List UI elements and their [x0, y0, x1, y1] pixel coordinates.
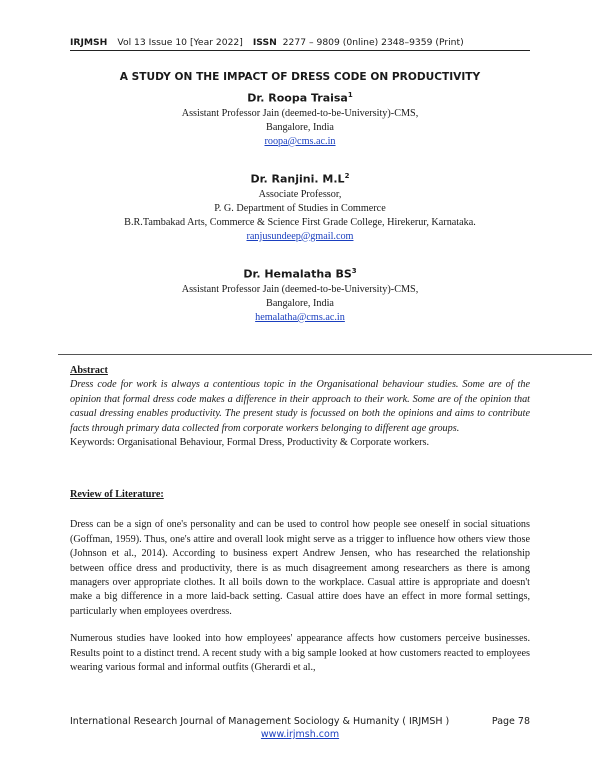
review-paragraph-1: Dress can be a sign of one's personality and can be used to control how people see oneself in social situations (Goffman, 1959). Thus, one's attire and overall look might serve as a trigger to influence how others view those (Johnson et al., 2014). According to business expert Andrew Jensen, who has researched the relationship between office dress and productivity, there is as much disagreement among researchers as there is among managers over appropriate clothes. It all boils down to the workplace. Casual attire is appropriate and doesn't make a big difference in a more laid-back setting. Casual attire does have an effect in more formal settings, particularly when employees overdress. — [70, 519, 530, 617]
issn-numbers: 2277 – 9809 (0nline) 2348–9359 (Print) — [282, 37, 464, 48]
header-rule — [70, 50, 530, 51]
author-college-2: B.R.Tambakad Arts, Commerce & Science First Grade College, Hirekerur, Karnataka. — [124, 216, 476, 228]
review-paragraph-2: Numerous studies have looked into how employees' appearance affects how customers perceive businesses. Results point to a distinct trend. A recent study with a big sample looked at how customers reacted to employees wearing various formal and informal outfits (Gherardi et al., — [70, 633, 530, 674]
author-email-link-3[interactable]: hemalatha@cms.ac.in — [255, 311, 345, 323]
section-divider — [58, 354, 592, 355]
author-name-2: Dr. Ranjini. $M.L^2$ — [250, 172, 350, 186]
page-number: Page 78 — [491, 716, 530, 727]
author-affiliation-1: Assistant Professor Jain (deemed-to-be-University)-CMS, — [181, 107, 419, 119]
author-block-1 — [0, 87, 600, 149]
author-email-link-1[interactable]: roopa@cms.ac.in — [264, 135, 336, 147]
author-affiliation-3: Assistant Professor Jain (deemed-to-be-University)-CMS, — [181, 283, 419, 295]
author-email-link-2[interactable]: ranjusundeep@gmail.com — [246, 230, 354, 242]
journal-abbr: IRJMSH — [70, 37, 108, 48]
volume-info: Vol 13 Issue 10 [Year 2022] — [117, 37, 243, 48]
author-location-1: Bangalore, India — [266, 121, 334, 133]
author-block-3 — [0, 263, 600, 325]
running-header — [70, 37, 540, 48]
review-section — [70, 488, 530, 675]
author-department-2: P. G. Department of Studies in Commerce — [214, 202, 386, 214]
abstract-section — [70, 364, 530, 450]
author-name-1: Dr. Roopa Traisa$^1$ — [247, 91, 353, 105]
footer-url-link[interactable]: www.irjmsh.com — [260, 729, 340, 740]
author-position-2: Associate Professor, — [258, 188, 342, 200]
review-heading: Review of Literature: — [70, 489, 164, 500]
author-name-3: Dr. Hemalatha $BS^3$ — [243, 267, 357, 281]
footer-journal-name: International Research Journal of Management Sociology & Humanity ( IRJMSH ) — [70, 716, 450, 727]
author-block-2 — [0, 168, 600, 244]
issn-label: ISSN — [252, 37, 277, 48]
abstract-heading: Abstract — [70, 365, 108, 376]
keywords-line: Keywords: Organisational Behaviour, Formal Dress, Productivity & Corporate workers. — [70, 437, 430, 449]
author-location-3: Bangalore, India — [266, 297, 334, 309]
abstract-text: Dress code for work is always a contentious topic in the Organisational behaviour studies. Some are of the opinion that formal dress code makes a difference in their approach to their work. Some are of the opinion that casual dressing enables productivity. The present study is focussed on both the opinions and aims to contribute facts through primary data collected from corporate workers belonging to different age groups. — [70, 379, 530, 434]
paper-title: A STUDY ON THE IMPACT OF DRESS CODE ON PRODUCTIVITY — [119, 71, 481, 83]
